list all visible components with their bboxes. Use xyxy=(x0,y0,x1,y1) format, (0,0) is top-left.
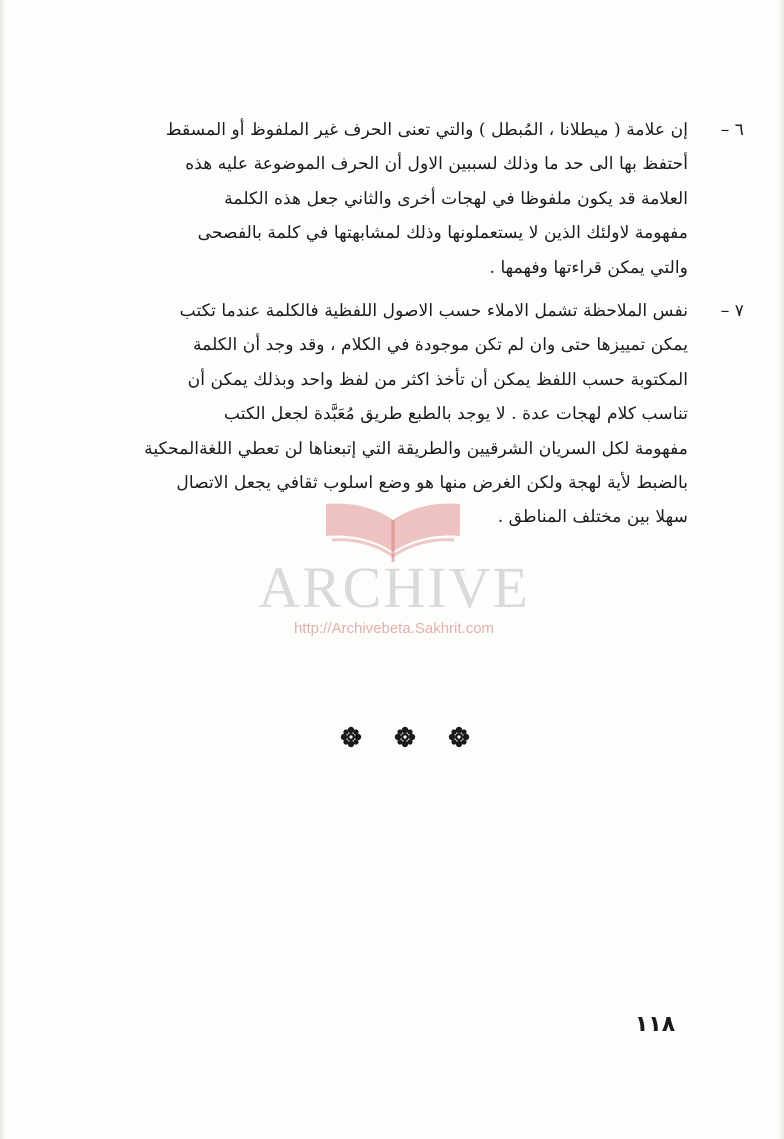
page-number: ١١٨ xyxy=(634,1012,676,1037)
watermark-url: http://Archivebeta.Sakhrit.com xyxy=(293,620,495,637)
flower-ornament-icon xyxy=(340,726,362,748)
paragraph-7 xyxy=(118,294,744,535)
flower-ornament-icon xyxy=(448,726,470,748)
section-divider xyxy=(340,726,470,750)
watermark-title: ARCHIVE xyxy=(258,555,530,620)
paragraph-line: بالضبط لأية لهجة ولكن الغرض منها هو وضع اسلوب ثقافي يجعل الاتصال xyxy=(176,473,688,494)
paragraph-line: المكتوبة حسب اللفظ يمكن أن تأخذ اكثر من لفظ واحد وبذلك يمكن أن xyxy=(187,369,688,390)
paragraph-line: والتي يمكن قراءتها وفهمها . xyxy=(489,257,688,278)
paragraph-line: أحتفظ بها الى حد ما وذلك لسببين الاول أن الحرف الموضوعة عليه هذه xyxy=(185,154,688,175)
paragraph-line: مفهومة لكل السريان الشرقيين والطريقة التي إتبعناها لن تعطي اللغةالمحكية xyxy=(144,438,688,459)
paragraph-6 xyxy=(118,113,744,285)
paragraph-line: مفهومة لاولئك الذين لا يستعملونها وذلك لمشابهتها في كلمة بالفصحى xyxy=(197,223,688,244)
flower-ornament-icon xyxy=(394,726,416,748)
paragraph-number: ٦ – xyxy=(720,120,744,140)
paragraph-number: ٧ – xyxy=(720,301,744,321)
scan-edge-left xyxy=(0,0,6,1139)
scan-edge-right xyxy=(778,0,784,1139)
paragraph-line: نفس الملاحظة تشمل الاملاء حسب الاصول اللفظية فالكلمة عندما تكتب xyxy=(179,301,688,321)
paragraph-line: تناسب كلام لهجات عدة . لا يوجد بالطبع طريق مُعَبَّدة لجعل الكتب xyxy=(223,404,688,425)
paragraph-line: إن علامة ( ميطلانا ، المُبطل ) والتي تعنى الحرف غير الملفوظ أو المسقط xyxy=(165,120,688,140)
paragraph-line: سهلا بين مختلف المناطق . xyxy=(497,507,688,528)
paragraph-line: العلامة قد يكون ملفوظا في لهجات أخرى والثاني جعل هذه الكلمة xyxy=(224,188,688,209)
paragraph-line: يمكن تمييزها حتى وان لم تكن موجودة في الكلام ، وقد وجد أن الكلمة xyxy=(192,335,688,356)
